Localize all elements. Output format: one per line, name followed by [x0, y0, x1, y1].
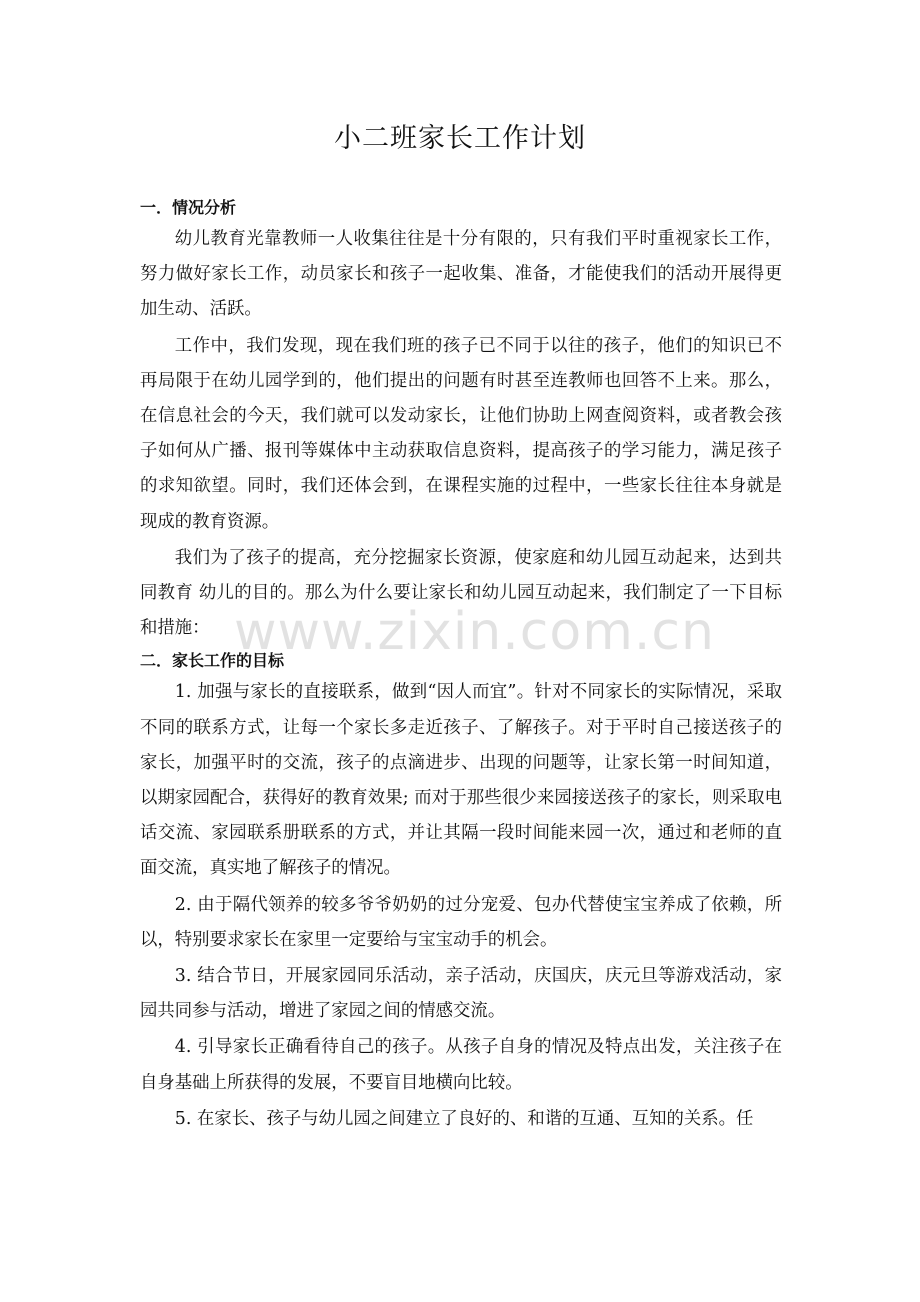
paragraph: 幼儿教育光靠教师一人收集往往是十分有限的，只有我们平时重视家长工作，努力做好家长工作，动员家长和孩子一起收集、准备，才能使我们的活动开展得更加生动、活跃。 — [140, 229, 782, 320]
goal-item: 5. 在家长、孩子与幼儿园之间建立了良好的、和谐的互通、互知的关系。任 — [174, 1108, 754, 1129]
section-heading-situation-analysis: 一．情况分析 — [140, 198, 237, 217]
goal-item: 2. 由于隔代领养的较多爷爷奶奶的过分宠爱、包办代替使宝宝养成了依赖，所以，特别要求家长在家里一定要给与宝宝动手的机会。 — [140, 894, 782, 950]
document-body — [140, 193, 782, 1137]
section-heading-parent-work-goals: 二．家长工作的目标 — [140, 651, 285, 671]
watermark-text: www.zixin.com.cn — [234, 602, 715, 662]
goal-item: 4. 引导家长正确看待自己的孩子。从孩子自身的情况及特点出发，关注孩子在自身基础上所获得的发展，不要盲目地横向比较。 — [140, 1037, 782, 1093]
goal-item: 3. 结合节日，开展家园同乐活动，亲子活动，庆国庆，庆元旦等游戏活动，家园共同参与活动，增进了家园之间的情感交流。 — [140, 966, 782, 1022]
paragraph: 我们为了孩子的提高，充分挖掘家长资源，使家庭和幼儿园互动起来，达到共同教育 幼儿的目的。那么为什么要让家长和幼儿园互动起来，我们制定了一下目标和措施： — [140, 547, 782, 639]
document-title: 小二班家长工作计划 — [334, 123, 586, 154]
paragraph: 工作中，我们发现，现在我们班的孩子已不同于以往的孩子，他们的知识已不再局限于在幼儿园学到的，他们提出的问题有时甚至连教师也回答不上来。那么，在信息社会的今天，我们就可以发动家长，让他们协助上网查阅资料，或者教会孩子如何从广播、报刊等媒体中主动获取信息资料，提高孩子的学习能力，满足孩子的求知欲望。同时，我们还体会到，在课程实施的过程中，一些家长往往本身就是现成的教育资源。 — [140, 335, 782, 532]
goal-item: 1. 加强与家长的直接联系，做到“因人而宜”。针对不同家长的实际情况，采取不同的联系方式，让每一个家长多走近孩子、了解孩子。对于平时自己接送孩子的家长，加强平时的交流，孩子的点滴进步、出现的问题等，让家长第一时间知道，以期家园配合，获得好的教育效果; 而对于那些很少来园接送孩子的家长，则采取电话交流、家园联系册联系的方式，并让其隔一段时间能来园一次，通过和老师的直面交流，真实地了解孩子的情况。 — [140, 682, 782, 879]
